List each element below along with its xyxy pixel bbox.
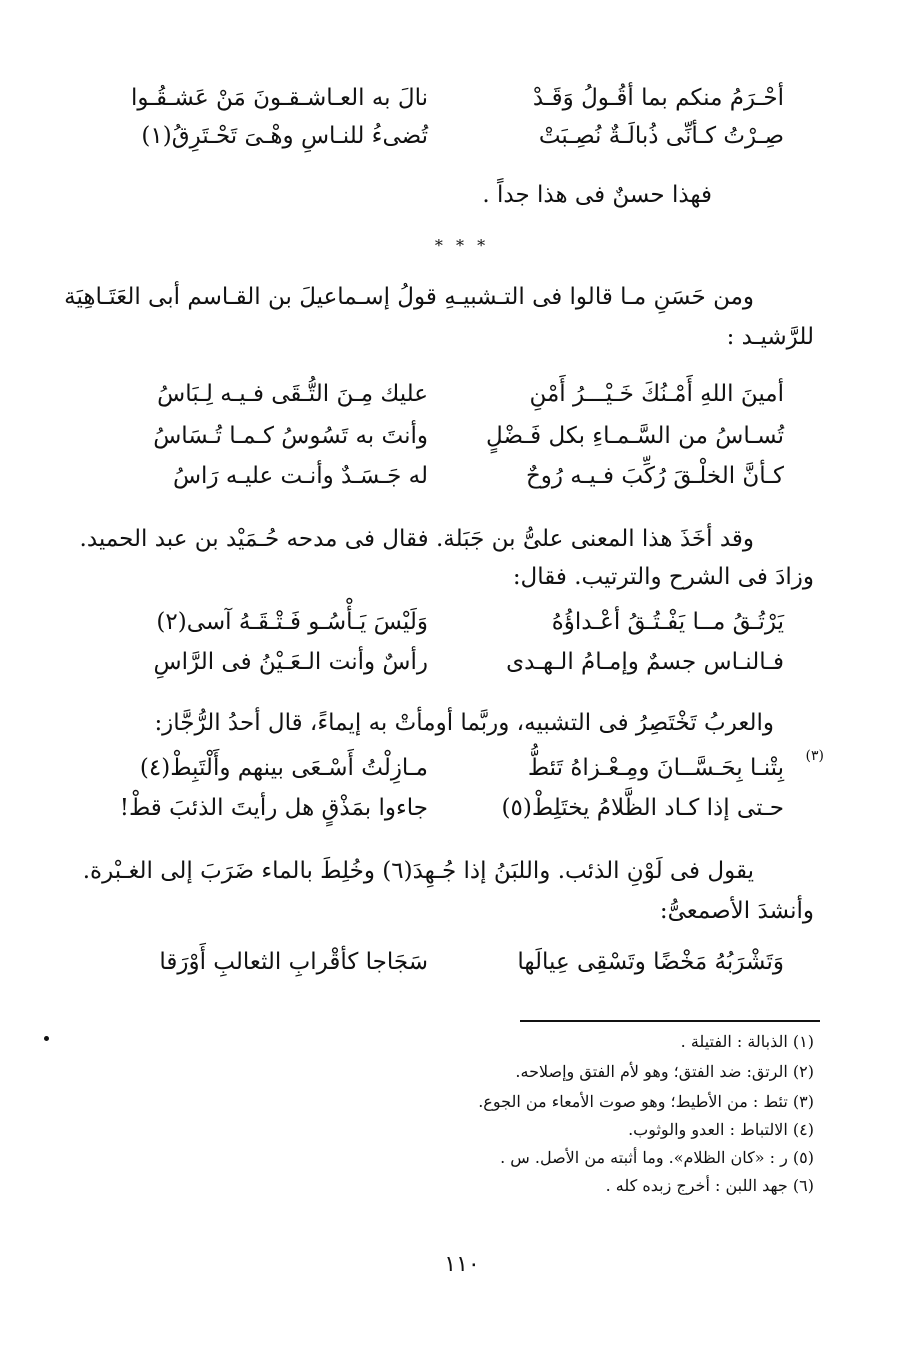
note-ref-3: (٣) (805, 748, 824, 764)
prose-5-line1: يقول فى لَوْنِ الذئب. واللبَنُ إذا جُـهِدَ(٦) وخُلِطَ بالماء ضَرَبَ إلى الغـبْرة. (82, 858, 754, 884)
footnote-3: (٣) تئط : من الأطيط؛ وهو صوت الأمعاء من الجوع. (478, 1092, 814, 1111)
verse-5-right: كـأنَّ الخلْـقَ رُكِّبَ فـيـه رُوحٌ (525, 463, 784, 489)
margin-dot (44, 1036, 49, 1041)
verse-2-left: تُضىءُ للنـاسِ وهْـىَ تَحْـتَرِقُ(١) (141, 123, 428, 149)
verse-9-right: حـتى إذا كـاد الظَّلامُ يختَلِطْ(٥) (501, 795, 784, 821)
prose-3-line2: وزادَ فى الشرح والترتيب. فقال: (512, 564, 814, 590)
verse-7-left: رأسٌ وأنت الـعَـيْنُ فى الرَّاسِ (153, 649, 428, 675)
verse-2-right: صِـرْتُ كـأنِّى ذُبالَـةٌ نُصِـبَتْ (538, 123, 784, 149)
verse-3-right: أمينَ اللهِ أَمْـنُكَ خَـيْـــرُ أَمْنِ (529, 381, 784, 407)
verse-3-left: عليك مِـنَ التُّـقَى فـيـه لِـبَاسُ (157, 381, 428, 407)
verse-8-right: بِتْنـا بِحَـسَّــانَ ومِـعْـزاهُ تَئطُّ (527, 755, 784, 781)
verse-6-left: وَلَيْسَ يَـأْسُـو فَـتْـقَـهُ آسى(٢) (156, 609, 428, 635)
section-separator: * * * (434, 236, 490, 255)
prose-5-line2: وأنشدَ الأصمعىُّ: (659, 898, 814, 924)
verse-1-left: نالَ به العـاشـقـونَ مَنْ عَشـقُـوا (131, 85, 428, 111)
footnote-2: (٢) الرتق: ضد الفتق؛ وهو لأم الفتق وإصلاحه. (515, 1062, 814, 1081)
prose-3-line1: وقد أخَذَ هذا المعنى علىُّ بن جَبَلة. فقال فى مدحه حُـمَيْد بن عبد الحميد. (79, 526, 754, 552)
comment-1: فهذا حسنٌ فى هذا جداً . (482, 182, 712, 208)
footnote-6: (٦) جهد اللبن : أخرج زبده كله . (605, 1176, 814, 1195)
verse-4-right: تُسـاسُ من السَّـمـاءِ بكل فَـضْلٍ (486, 423, 784, 449)
footnote-4: (٤) الالتباط : العدو والوثوب. (628, 1120, 814, 1139)
intro-2-line1: ومن حَسَنِ مـا قالوا فى التـشبيـهِ قولُ إسـماعيلَ بن القـاسم أبى العَتَـاهِيَة (64, 284, 754, 310)
footnote-5: (٥) ر : «كان الظلام». وما أثبته من الأصل. س . (500, 1148, 814, 1167)
verse-9-left: جاءوا بمَذْقٍ هل رأيتَ الذئبَ قطْ! (119, 795, 428, 821)
verse-8-left: مـازِلْتُ أَسْـعَى بينهم وأَلْتَبِطْ(٤) (139, 755, 428, 781)
page-number: ١١٠ (444, 1252, 480, 1277)
verse-7-right: فـالنـاس جسمٌ وإمـامُ الـهـدى (506, 649, 784, 675)
verse-10-right: وَتَشْرَبُهُ مَخْضًا وتَسْقِى عِيالَها (517, 949, 784, 975)
prose-4: والعربُ تَخْتَصِرُ فى التشبيه، وربَّما أومأتْ به إيماءً، قال أحدُ الرُّجَّاز: (154, 710, 774, 736)
verse-5-left: له جَـسَـدٌ وأنـت عليـه رَاسُ (172, 463, 428, 489)
verse-6-right: يَرْتُـقُ مــا يَفْـتُـقُ أعْـداؤُهُ (551, 609, 784, 635)
intro-2-line2: للرَّشيـد : (726, 324, 814, 350)
verse-4-left: وأنتَ به تَسُوسُ كـمـا تُـسَاسُ (153, 423, 428, 449)
verse-10-left: سَجَاجا كأقْرابِ الثعالبِ أَوْرَقا (159, 949, 428, 975)
footnote-rule (520, 1020, 820, 1022)
footnote-1: (١) الذبالة : الفتيلة . (680, 1032, 814, 1051)
verse-1-right: أحْـرَمُ منكم بما أقُـولُ وَقَـدْ (532, 85, 784, 111)
